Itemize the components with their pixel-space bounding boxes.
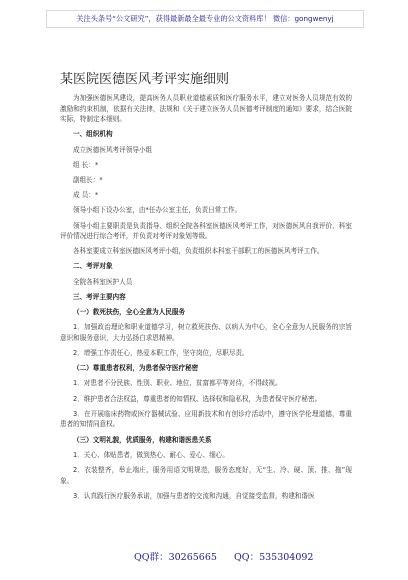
body-line: 副组长：*	[73, 175, 103, 184]
body-line: 成立医德医风考评领导小组	[73, 145, 153, 154]
body-line: 领导小组下设办公室，由*任办公室主任，负责日常工作。	[73, 206, 242, 215]
subsection-heading: （一）救死扶伤，全心全意为人民服务	[73, 308, 186, 317]
subsection-heading: （三）文明礼貌，优质服务，构建和谐医患关系	[73, 435, 212, 444]
body-paragraph: 2．增强工作责任心，热爱本职工作，坚守岗位，尽职尽责。	[73, 349, 249, 357]
body-paragraph: 2．维护患者合法权益，尊重患者的知情权、选择权和隐私权，为患者保守医疗秘密。	[73, 394, 322, 403]
body-paragraph: 3．在开展临床药物或医疗器械试验、应用新技术和有创诊疗活动中，遵守医学伦理道德，尊重患者的知情同意权。	[60, 409, 352, 429]
body-paragraph: 1．加强政治理论和职业道德学习，树立救死扶伤、以病人为中心，全心全意为人民服务的宗旨意识和服务意识，大力弘扬白求恩精神。	[60, 323, 352, 342]
qq-group-text: QQ群：30265665	[134, 552, 217, 563]
section-heading: 二、考评对象	[73, 262, 113, 271]
section-heading: 一、组织机构	[73, 130, 113, 139]
body-paragraph: 1．关心、体贴患者，做到热心、耐心、爱心、细心。	[73, 450, 229, 459]
page-footer	[0, 549, 408, 563]
promo-banner	[0, 0, 408, 40]
body-line: 成 员：*	[73, 191, 99, 200]
promo-banner-text: 关注头条号“公文研究”，获得最新最全最专业的公文资料库！ 微信：gongwenyj	[46, 10, 364, 28]
document-title: 某医院医德医风考评实施细则	[60, 72, 230, 87]
intro-paragraph: 为加强医德医风建设，提高医务人员职业道德素质和医疗服务水平，建立对医务人员规范有效的激励和约束机制，依据有关法律，法规和《关于建立医务人员医德考评制度的通知》要求，结合医院实际，特制定本细则。	[60, 94, 352, 124]
body-paragraph: 1．对患者不分民族、性别、职业、地位、贫富都平等对待，不得歧视。	[73, 379, 282, 388]
body-line: 全院各科室医护人员	[73, 277, 133, 286]
body-paragraph: 领导小组主要职责是负责指导、组织全院各科室医德医风考评工作，对医德医风自我评价、科室评价情况进行综合考评，并负责对考评对象划等级。	[60, 221, 352, 241]
document-body	[60, 93, 352, 506]
body-line: 组 长：*	[73, 160, 99, 169]
subsection-heading: （二）尊重患者权利，为患者保守医疗秘密	[73, 364, 199, 373]
body-paragraph: 各科室要成立科室医德医风考评小组，负责组织本科室干部职工的医德医风考评工作。	[73, 247, 324, 256]
body-paragraph: 3．认真践行医疗服务承诺，加强与患者的交流和沟通，自觉接受监督，构建和谐医	[73, 491, 315, 500]
qq-number-text: QQ：535304092	[234, 552, 314, 563]
body-paragraph: 2．衣装整齐，举止端庄，服务用语文明规范，服务态度好，无“生、冷、硬、顶、推、拖”现象。	[60, 465, 352, 485]
section-heading: 三、考评主要内容	[73, 292, 126, 301]
